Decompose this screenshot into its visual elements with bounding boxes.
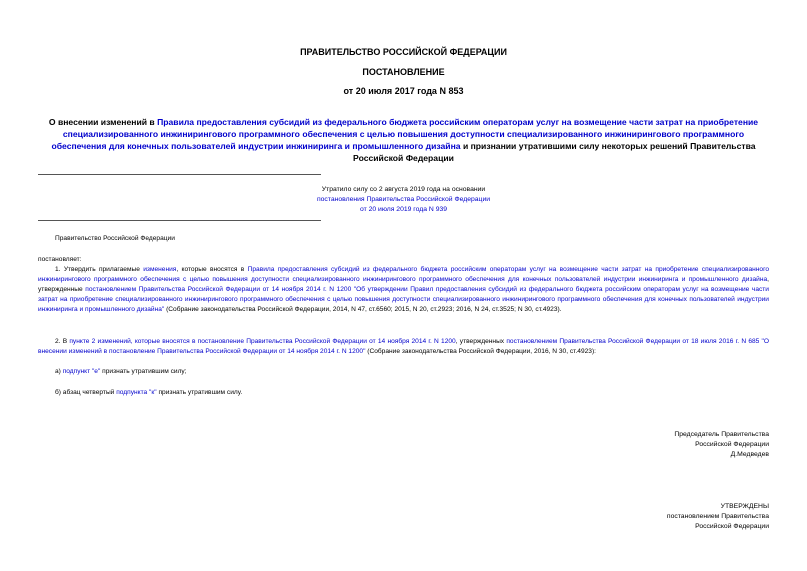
title-rules-link[interactable]: Правила предоставления субсидий из федерального бюджета российским операторам услуг на возмещение части затрат на приобретение специализированного инжинирингового программного обеспечения с целью повышения доступности специализированного инжинирингового программного обеспечения для конечных пользователей индустрии инжиниринга и промышленного дизайна xyxy=(51,117,759,151)
divider-bottom xyxy=(38,220,321,221)
p2-item2-link[interactable]: пункте 2 изменений, которые вносятся в постановление Правительства Российской Федерации от 14 ноября 2014 г. N 1200 xyxy=(69,338,456,345)
repeal-note-line1: Утратило силу со 2 августа 2019 года на основании xyxy=(321,186,486,193)
subpoint-k-link[interactable]: подпункта "к" xyxy=(116,389,157,396)
pb-text-1: б) абзац четвертый xyxy=(55,389,117,396)
p1-text-1: 1. Утвердить прилагаемые xyxy=(55,266,144,273)
document-type: ПОСТАНОВЛЕНИЕ xyxy=(362,67,445,77)
pb-text-2: признать утратившим силу. xyxy=(156,389,243,396)
government-line: Правительство Российской Федерации xyxy=(55,235,175,242)
repeal-decree-date-link[interactable]: от 20 июля 2019 года N 939 xyxy=(359,206,448,213)
paragraph-1 xyxy=(38,265,769,315)
paragraph-2 xyxy=(38,337,769,357)
document-title xyxy=(40,116,767,164)
p1-rules-link[interactable]: Правила предоставления субсидий из федерального бюджета российским операторам услуг на возмещение части затрат на приобретение специализированного инжинирингового программного обеспечения с целью повышения доступности специализированного инжинирингового программного обеспечения для конечных пользователей индустрии инжиниринга и промышленного дизайна xyxy=(38,266,769,283)
approved-block xyxy=(667,502,769,532)
p1-decree-1200-link[interactable]: постановлением Правительства Российской Федерации от 14 ноября 2014 г. N 1200 "Об утверждении Правил предоставления субсидий из федерального бюджета российским операторам услуг на возмещение части затрат на приобретение специализированного инжинирингового программного обеспечения с целью повышения доступности специализированного инжинирингового программного обеспечения для конечных пользователей индустрии инжиниринга и промышленного дизайна" xyxy=(38,286,769,313)
p2-text-2: , утвержденных xyxy=(455,338,507,345)
signature-name: Д.Медведев xyxy=(730,451,769,458)
p2-decree-685-link[interactable]: постановлением Правительства Российской Федерации от 18 июля 2016 г. N 685 "О внесении изменений в постановление Правительства Российской Федерации от 14 ноября 2014 г. N 1200" xyxy=(38,338,770,355)
government-heading: ПРАВИТЕЛЬСТВО РОССИЙСКОЙ ФЕДЕРАЦИИ xyxy=(300,47,507,57)
p2-text-3: (Собрание законодательства Российской Федерации, 2016, N 30, ст.4923): xyxy=(365,348,597,355)
p1-text-3: , утвержденные xyxy=(38,276,769,293)
repeal-note xyxy=(180,185,627,215)
subparagraph-b xyxy=(55,388,242,398)
signature-line1: Председатель Правительства xyxy=(674,431,769,438)
title-prefix: О внесении изменений в xyxy=(48,117,158,127)
p1-changes-link[interactable]: изменения xyxy=(143,266,177,273)
signature-line2: Российской Федерации xyxy=(695,441,769,448)
subparagraph-a xyxy=(55,367,187,377)
title-suffix: и признании утратившими силу некоторых решений Правительства Российской Федерации xyxy=(353,141,756,163)
approved-line1: УТВЕРЖДЕНЫ xyxy=(720,503,769,510)
subpoint-e-link[interactable]: подпункт "е" xyxy=(62,368,101,375)
signature-block xyxy=(674,430,769,460)
repeal-decree-link[interactable]: постановления Правительства Российской Федерации xyxy=(316,196,491,203)
p1-text-4: (Собрание законодательства Российской Федерации, 2014, N 47, ст.6560; 2015, N 20, ст.2923; 2016, N 24, ст.3525; N 30, ст.4923). xyxy=(164,306,562,313)
approved-line3: Российской Федерации xyxy=(695,523,769,530)
p2-text-1: 2. В xyxy=(55,338,70,345)
approved-line2: постановлением Правительства xyxy=(666,513,769,520)
pa-text-2: признать утратившим силу; xyxy=(100,368,187,375)
p1-text-2: , которые вносятся в xyxy=(176,266,248,273)
pa-text-1: а) xyxy=(55,368,63,375)
divider-top xyxy=(38,174,321,175)
document-date-number: от 20 июля 2017 года N 853 xyxy=(343,86,464,96)
decrees-word: постановляет: xyxy=(38,256,82,263)
